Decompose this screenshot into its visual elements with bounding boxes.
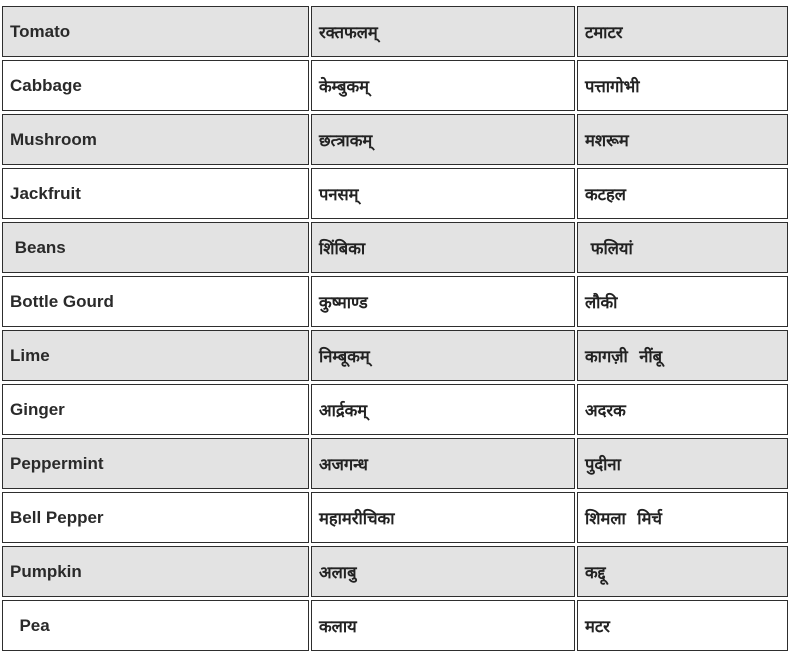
table-row <box>2 330 788 381</box>
hindi-cell: अदरक <box>577 384 788 435</box>
hindi-cell: शिमला मिर्च <box>577 492 788 543</box>
hindi-cell: कागज़ी नींबू <box>577 330 788 381</box>
table-row <box>2 60 788 111</box>
table-row <box>2 546 788 597</box>
table-row <box>2 438 788 489</box>
sanskrit-cell: केम्बुकम् <box>311 60 575 111</box>
hindi-cell: पत्तागोभी <box>577 60 788 111</box>
sanskrit-cell: रक्तफलम् <box>311 6 575 57</box>
english-cell: Tomato <box>2 6 309 57</box>
english-cell: Mushroom <box>2 114 309 165</box>
hindi-cell: टमाटर <box>577 6 788 57</box>
table-row <box>2 114 788 165</box>
sanskrit-cell: कुष्माण्ड <box>311 276 575 327</box>
english-cell: Peppermint <box>2 438 309 489</box>
hindi-cell: फलियां <box>577 222 788 273</box>
sanskrit-cell: आर्द्रकम् <box>311 384 575 435</box>
english-cell: Lime <box>2 330 309 381</box>
table-row <box>2 222 788 273</box>
table-row <box>2 276 788 327</box>
english-cell: Pea <box>2 600 309 651</box>
sanskrit-cell: पनसम् <box>311 168 575 219</box>
table-row <box>2 600 788 651</box>
sanskrit-cell: छत्त्राकम् <box>311 114 575 165</box>
english-cell: Jackfruit <box>2 168 309 219</box>
hindi-cell: मशरूम <box>577 114 788 165</box>
hindi-cell: मटर <box>577 600 788 651</box>
hindi-cell: लौकी <box>577 276 788 327</box>
hindi-cell: पुदीना <box>577 438 788 489</box>
english-cell: Ginger <box>2 384 309 435</box>
table-row <box>2 492 788 543</box>
hindi-cell: कद्दू <box>577 546 788 597</box>
sanskrit-cell: निम्बूकम् <box>311 330 575 381</box>
sanskrit-cell: महामरीचिका <box>311 492 575 543</box>
english-cell: Bottle Gourd <box>2 276 309 327</box>
sanskrit-cell: कलाय <box>311 600 575 651</box>
sanskrit-cell: अलाबु <box>311 546 575 597</box>
table-row <box>2 384 788 435</box>
table-row <box>2 6 788 57</box>
english-cell: Pumpkin <box>2 546 309 597</box>
vegetable-vocabulary-table <box>0 3 790 654</box>
sanskrit-cell: अजगन्ध <box>311 438 575 489</box>
sanskrit-cell: शिंबिका <box>311 222 575 273</box>
table-row <box>2 168 788 219</box>
english-cell: Cabbage <box>2 60 309 111</box>
hindi-cell: कटहल <box>577 168 788 219</box>
english-cell: Bell Pepper <box>2 492 309 543</box>
english-cell: Beans <box>2 222 309 273</box>
